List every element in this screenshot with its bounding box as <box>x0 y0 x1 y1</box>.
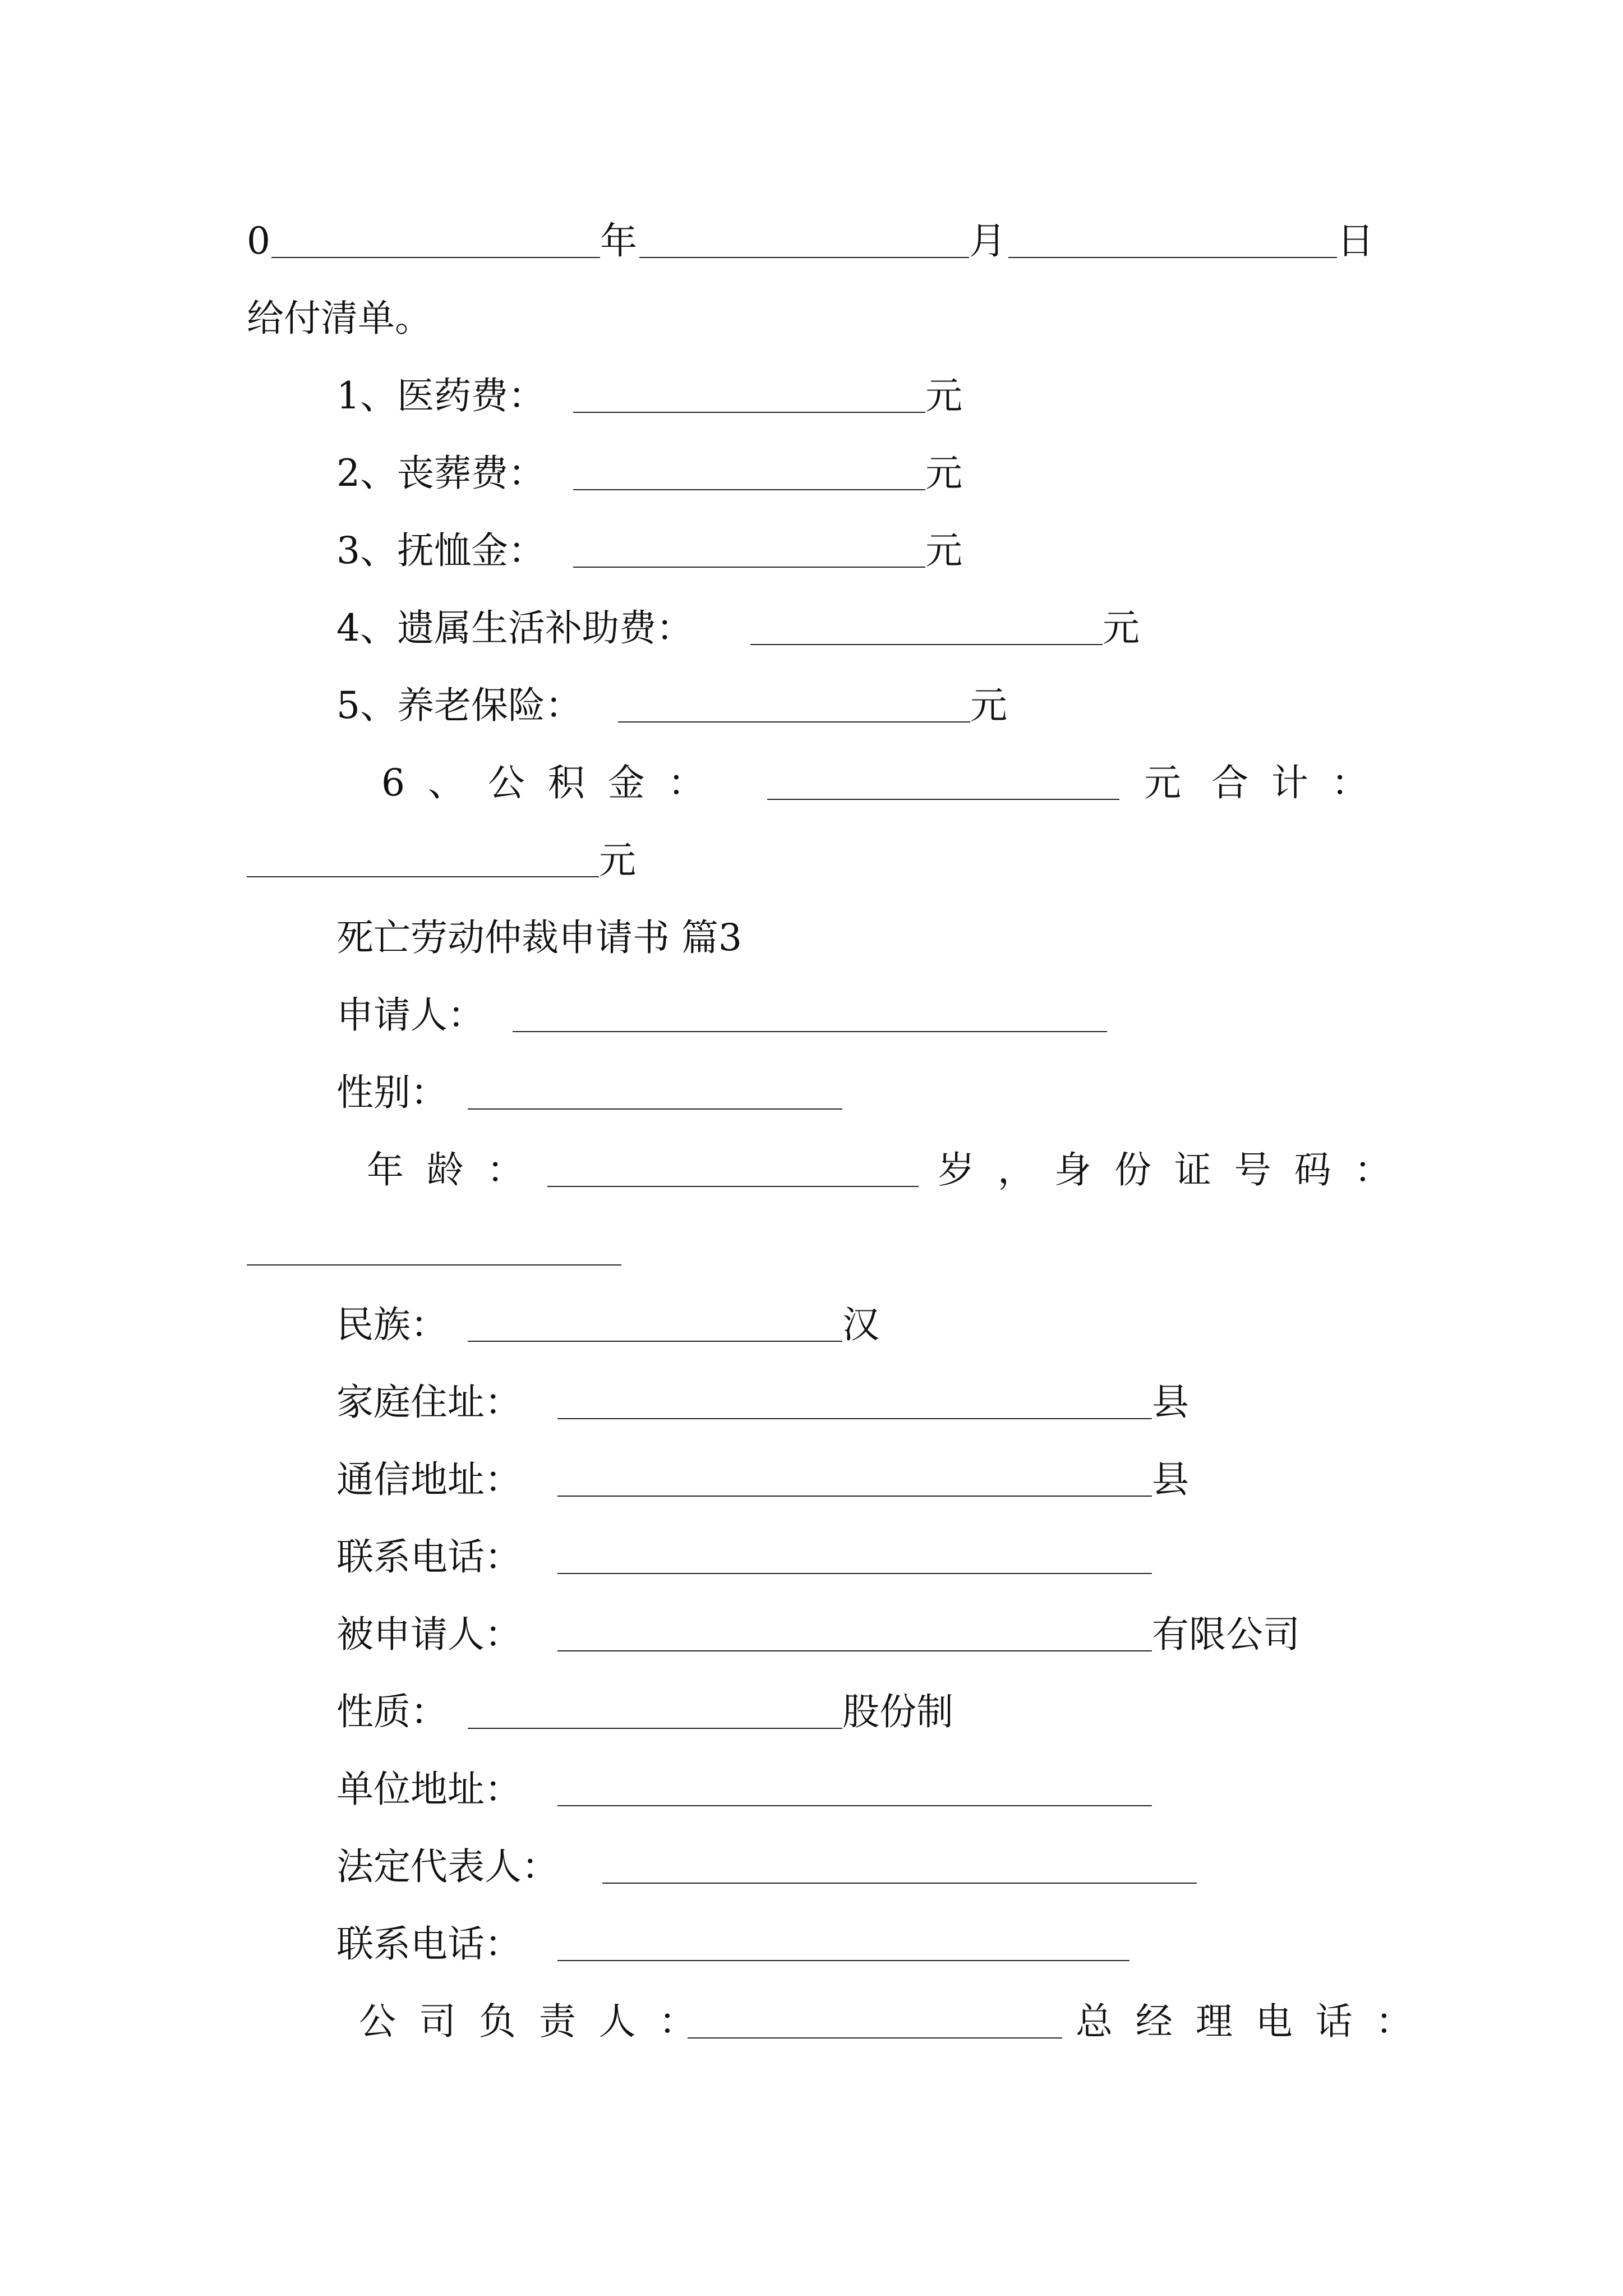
month-label: 月 <box>969 219 1006 263</box>
item-label: 1、医药费： <box>336 374 545 417</box>
respondent-phone-blank[interactable] <box>557 1960 1129 1961</box>
year-blank[interactable] <box>271 257 600 258</box>
item-unit: 元 <box>1103 606 1140 650</box>
age-unit: 岁， <box>938 1148 1058 1191</box>
gender-label: 性别： <box>336 1071 448 1114</box>
legal-rep-label: 法定代表人： <box>336 1845 559 1888</box>
month-blank[interactable] <box>639 257 969 258</box>
nature-value: 股份制 <box>842 1690 953 1733</box>
total-line <box>0 832 1623 889</box>
section-heading: 死亡劳动仲裁申请书 篇3 <box>336 916 742 959</box>
date-prefix: 0 <box>247 219 270 263</box>
nature-label: 性质： <box>336 1690 448 1733</box>
applicant-phone-blank[interactable] <box>557 1573 1152 1574</box>
list-intro: 给付清单。 <box>247 297 432 340</box>
item-amount-blank[interactable] <box>573 567 925 568</box>
manager-blank[interactable] <box>688 2037 1062 2039</box>
age-blank[interactable] <box>547 1186 919 1187</box>
total-label: 合计： <box>1211 761 1391 804</box>
nature-line <box>0 1684 1623 1740</box>
respondent-name-label: 被申请人： <box>336 1613 522 1656</box>
gm-phone-label: 总经理电话： <box>1076 2000 1436 2043</box>
item-funeral <box>0 445 1623 501</box>
mail-address-blank[interactable] <box>557 1496 1152 1497</box>
item-amount-blank[interactable] <box>573 412 925 413</box>
ethnicity-line <box>0 1297 1623 1353</box>
manager-label: 公司负责人： <box>359 2000 719 2043</box>
legal-rep-blank[interactable] <box>602 1883 1197 1884</box>
respondent-name-blank[interactable] <box>557 1650 1152 1651</box>
gender-blank[interactable] <box>468 1108 842 1110</box>
legal-rep-line <box>0 1839 1623 1895</box>
item-pension-relief <box>0 523 1623 579</box>
mail-address-line <box>0 1452 1623 1508</box>
year-label: 年 <box>600 219 637 263</box>
item-label: 4、遗属生活补助费： <box>336 606 693 650</box>
home-address-blank[interactable] <box>557 1418 1152 1419</box>
item-amount-blank[interactable] <box>750 644 1103 645</box>
home-address-line <box>0 1374 1623 1430</box>
home-address-suffix: 县 <box>1152 1381 1189 1424</box>
mail-address-suffix: 县 <box>1152 1458 1189 1501</box>
ethnicity-label: 民族： <box>336 1303 448 1346</box>
ethnicity-blank[interactable] <box>468 1341 842 1342</box>
respondent-phone-line <box>0 1916 1623 1972</box>
applicant-name-line <box>0 987 1623 1043</box>
item-label: 6、公积金： <box>381 761 728 804</box>
manager-line <box>0 1994 1623 2050</box>
id-label: 身份证号码： <box>1054 1148 1414 1191</box>
applicant-name-blank[interactable] <box>513 1031 1107 1032</box>
nature-blank[interactable] <box>468 1728 842 1729</box>
company-address-label: 单位地址： <box>336 1768 522 1811</box>
item-medical <box>0 368 1623 424</box>
age-label: 年龄： <box>367 1148 547 1191</box>
total-amount-blank[interactable] <box>247 876 599 877</box>
id-number-blank[interactable] <box>247 1264 621 1266</box>
item-housing-fund <box>0 755 1623 811</box>
home-address-label: 家庭住址： <box>336 1381 522 1424</box>
item-label: 5、养老保险： <box>336 684 582 727</box>
day-blank[interactable] <box>1008 257 1337 258</box>
id-number-line <box>0 1221 1623 1277</box>
respondent-phone-label: 联系电话： <box>336 1922 522 1966</box>
age-id-line <box>0 1142 1623 1198</box>
total-unit: 元 <box>599 839 636 882</box>
applicant-name-label: 申请人： <box>336 993 485 1037</box>
item-amount-blank[interactable] <box>573 489 925 490</box>
item-amount-blank[interactable] <box>767 799 1119 800</box>
date-line <box>0 213 1623 269</box>
company-address-blank[interactable] <box>557 1805 1152 1806</box>
item-unit: 元 <box>970 684 1007 727</box>
item-amount-blank[interactable] <box>618 721 970 723</box>
day-label: 日 <box>1337 219 1374 263</box>
item-unit: 元 <box>925 452 962 495</box>
list-intro-line <box>0 291 1623 347</box>
gender-line <box>0 1065 1623 1121</box>
respondent-name-line <box>0 1607 1623 1663</box>
item-label: 2、丧葬费： <box>336 452 545 495</box>
item-unit: 元 <box>925 529 962 572</box>
ethnicity-value: 汉 <box>842 1303 879 1346</box>
item-unit: 元 <box>1144 761 1181 804</box>
item-dependent-allowance <box>0 600 1623 656</box>
respondent-name-suffix: 有限公司 <box>1152 1613 1300 1656</box>
applicant-phone-line <box>0 1529 1623 1585</box>
item-unit: 元 <box>925 374 962 417</box>
section-heading-line <box>0 910 1623 966</box>
item-label: 3、抚恤金： <box>336 529 545 572</box>
company-address-line <box>0 1761 1623 1818</box>
mail-address-label: 通信地址： <box>336 1458 522 1501</box>
item-endowment-insurance <box>0 678 1623 734</box>
applicant-phone-label: 联系电话： <box>336 1535 522 1579</box>
